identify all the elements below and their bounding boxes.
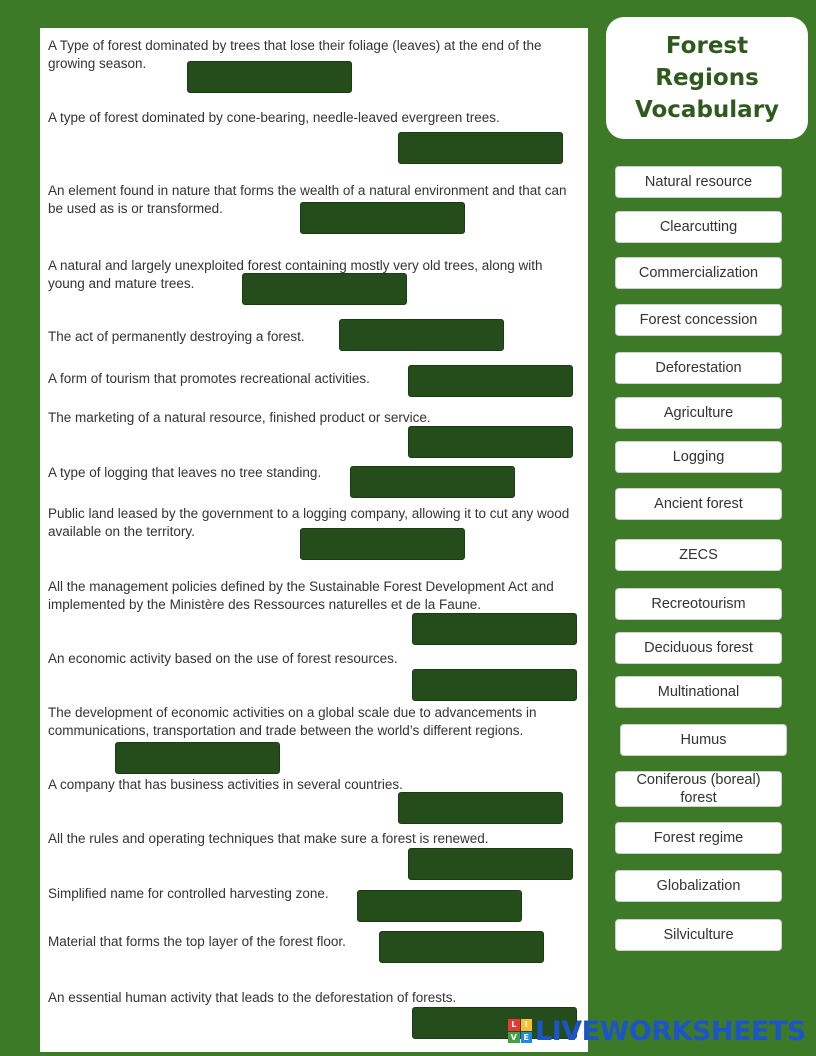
word-ancient-forest[interactable]: Ancient forest — [615, 488, 782, 520]
word-humus[interactable]: Humus — [620, 724, 787, 756]
definition-17: An essential human activity that leads to the deforestation of forests. — [48, 990, 457, 1005]
answer-drop-slot-7[interactable] — [408, 426, 573, 458]
liveworksheets-logo-icon — [508, 1019, 532, 1043]
answer-drop-slot-8[interactable] — [350, 466, 515, 498]
definition-13: A company that has business activities in several countries. — [48, 777, 403, 792]
word-logging[interactable]: Logging — [615, 441, 782, 473]
definition-1: A Type of forest dominated by trees that lose their foliage (leaves) at the end of the growing season. — [48, 38, 542, 71]
definition-16: Material that forms the top layer of the forest floor. — [48, 934, 346, 949]
answer-drop-slot-3[interactable] — [300, 202, 465, 234]
answer-drop-slot-16[interactable] — [379, 931, 544, 963]
word-forest-concession[interactable]: Forest concession — [615, 304, 782, 336]
answer-drop-slot-4[interactable] — [242, 273, 407, 305]
word-clearcutting[interactable]: Clearcutting — [615, 211, 782, 243]
definition-3: An element found in nature that forms the wealth of a natural environment and that can be used as is or transformed. — [48, 183, 567, 216]
word-deforestation[interactable]: Deforestation — [615, 352, 782, 384]
definition-9: Public land leased by the government to a logging company, allowing it to cut any wood available on the territory. — [48, 506, 570, 539]
word-silviculture[interactable]: Silviculture — [615, 919, 782, 951]
definition-6: A form of tourism that promotes recreational activities. — [48, 371, 370, 386]
answer-drop-slot-15[interactable] — [357, 890, 522, 922]
definition-5: The act of permanently destroying a forest. — [48, 329, 305, 344]
word-commercialization[interactable]: Commercialization — [615, 257, 782, 289]
definition-12: The development of economic activities on a global scale due to advancements in communications, transportation and trade between the world’s different regions. — [48, 705, 537, 738]
word-zecs[interactable]: ZECS — [615, 539, 782, 571]
word-globalization[interactable]: Globalization — [615, 870, 782, 902]
answer-drop-slot-5[interactable] — [339, 319, 504, 351]
answer-drop-slot-6[interactable] — [408, 365, 573, 397]
word-agriculture[interactable]: Agriculture — [615, 397, 782, 429]
title-card — [606, 17, 808, 139]
answer-drop-slot-12[interactable] — [115, 742, 280, 774]
definition-7: The marketing of a natural resource, finished product or service. — [48, 410, 431, 425]
logo-letter: L — [508, 1019, 520, 1031]
answer-drop-slot-13[interactable] — [398, 792, 563, 824]
logo-letter: V — [508, 1032, 520, 1044]
answer-drop-slot-2[interactable] — [398, 132, 563, 164]
definition-10: All the management policies defined by the Sustainable Forest Development Act and implemented by the Ministère des Ressources naturelles et de la Faune. — [48, 579, 554, 612]
word-recreotourism[interactable]: Recreotourism — [615, 588, 782, 620]
logo-letter: E — [521, 1032, 533, 1044]
answer-drop-slot-9[interactable] — [300, 528, 465, 560]
word-coniferous-forest[interactable]: Coniferous (boreal) forest — [615, 771, 782, 807]
answer-drop-slot-10[interactable] — [412, 613, 577, 645]
page-title-line-3: Vocabulary — [634, 97, 780, 123]
answer-drop-slot-11[interactable] — [412, 669, 577, 701]
definition-8: A type of logging that leaves no tree standing. — [48, 465, 322, 480]
answer-drop-slot-14[interactable] — [408, 848, 573, 880]
definition-14: All the rules and operating techniques that make sure a forest is renewed. — [48, 831, 489, 846]
definition-15: Simplified name for controlled harvesting zone. — [48, 886, 329, 901]
logo-letter: I — [521, 1019, 533, 1031]
word-forest-regime[interactable]: Forest regime — [615, 822, 782, 854]
page-title-line-2: Regions — [655, 65, 759, 91]
word-natural-resource[interactable]: Natural resource — [615, 166, 782, 198]
brand-name: LIVEWORKSHEETS — [535, 1015, 806, 1047]
definition-4: A natural and largely unexploited forest containing mostly very old trees, along with young and mature trees. — [48, 258, 543, 291]
word-multinational[interactable]: Multinational — [615, 676, 782, 708]
answer-drop-slot-1[interactable] — [187, 61, 352, 93]
liveworksheets-logo — [508, 1016, 806, 1046]
definition-2: A type of forest dominated by cone-bearing, needle-leaved evergreen trees. — [48, 110, 500, 125]
definition-11: An economic activity based on the use of forest resources. — [48, 651, 398, 666]
page-title-line-1: Forest — [665, 33, 749, 59]
word-deciduous-forest[interactable]: Deciduous forest — [615, 632, 782, 664]
